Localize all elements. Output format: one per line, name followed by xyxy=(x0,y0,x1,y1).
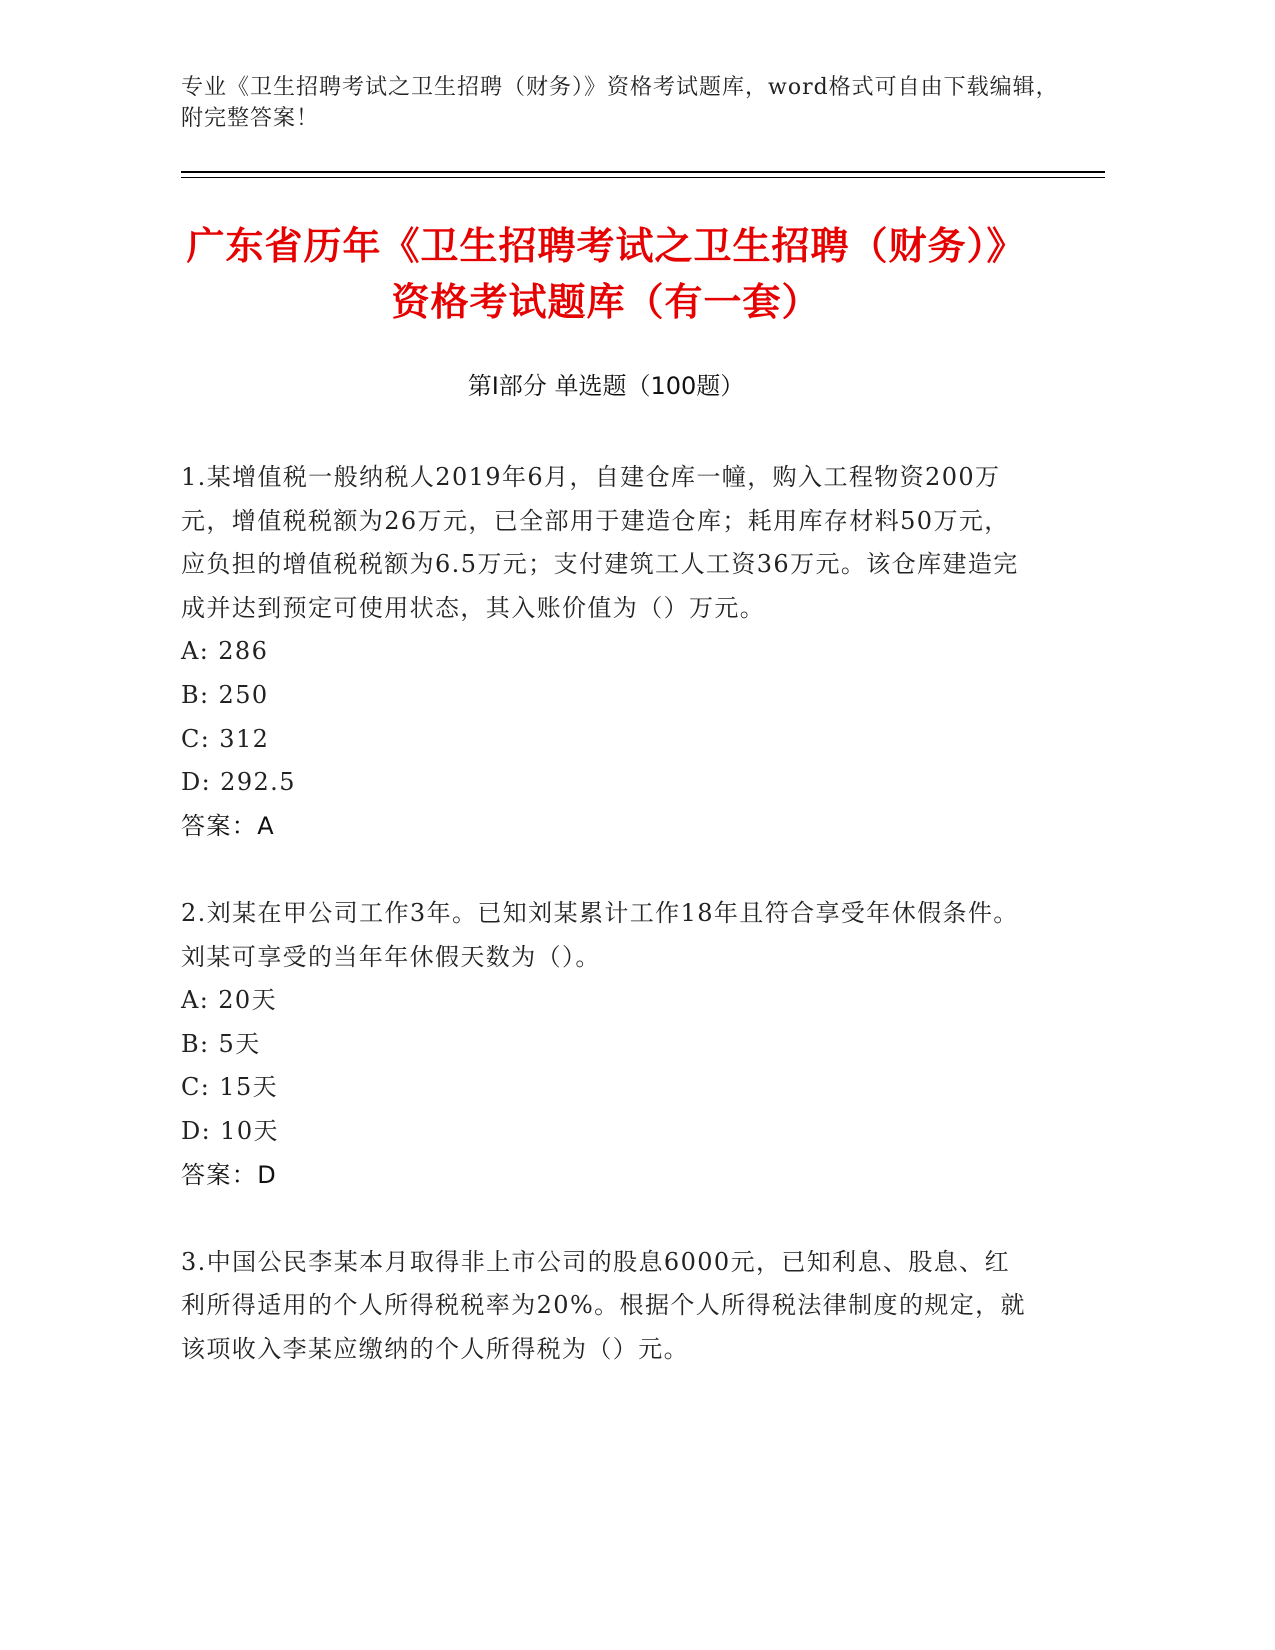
document-title: 广东省历年《卫生招聘考试之卫生招聘（财务）》资格考试题库（有一套） xyxy=(186,224,1026,324)
section-heading: 第Ⅰ部分 单选题（100题） xyxy=(467,372,745,400)
header-note: 专业《卫生招聘考试之卫生招聘（财务）》资格考试题库，word格式可自由下载编辑，附完整答案！ xyxy=(181,75,1059,131)
question-2 xyxy=(181,892,1031,1197)
option-a: A: 286 xyxy=(181,637,269,666)
option-c: C: 312 xyxy=(181,724,270,753)
header-rule-thin xyxy=(181,177,1105,178)
answer-line: 答案：A xyxy=(181,811,276,840)
answer-line: 答案：D xyxy=(181,1160,278,1189)
option-d: D: 10天 xyxy=(181,1116,279,1145)
question-stem: 1.某增值税一般纳税人2019年6月，自建仓库一幢，购入工程物资200万元，增值税税额为26万元，已全部用于建造仓库；耗用库存材料50万元，应负担的增值税税额为6.5万元；支付建筑工人工资36万元。该仓库建造完成并达到预定可使用状态，其入账价值为（）万元。 xyxy=(181,463,1019,622)
option-c: C: 15天 xyxy=(181,1073,279,1102)
question-list xyxy=(181,456,1031,1415)
option-d: D: 292.5 xyxy=(181,768,296,797)
option-a: A: 20天 xyxy=(181,986,277,1015)
option-b: B: 250 xyxy=(181,680,269,709)
question-stem: 3.中国公民李某本月取得非上市公司的股息6000元，已知利息、股息、红利所得适用的个人所得税税率为20%。根据个人所得税法律制度的规定，就该项收入李某应缴纳的个人所得税为（）元。 xyxy=(181,1247,1026,1363)
header-rule-thick xyxy=(181,171,1105,173)
question-1 xyxy=(181,456,1031,848)
question-stem: 2.刘某在甲公司工作3年。已知刘某累计工作18年且符合享受年休假条件。刘某可享受的当年年休假天数为（）。 xyxy=(181,898,1019,971)
question-3 xyxy=(181,1241,1031,1372)
option-b: B: 5天 xyxy=(181,1029,261,1058)
